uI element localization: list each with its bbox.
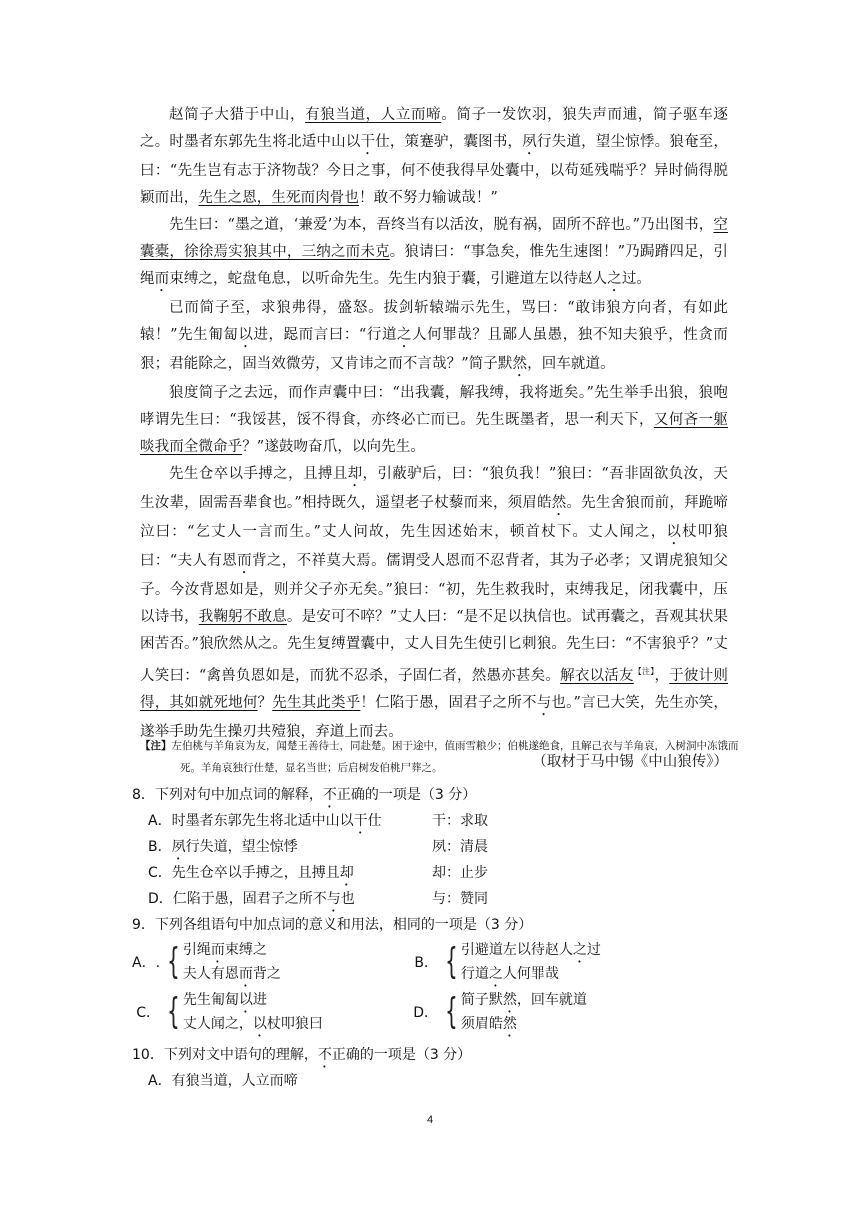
dotted-word: 干 bbox=[360, 134, 376, 150]
question-8 bbox=[132, 782, 752, 912]
passage-paragraph-2: 先生曰：“墨之道，‘兼爱’为本，吾终当有以活汝，脱有祸，固所不辞也。”乃出图书，空囊橐，徐徐焉实狼其中，三纳之而未克。狼请曰：“事急矣，惟先生速图！”乃跼蹐四足，引绳而束缚之，蛇盘龟息，以听命先生。先生内狼于囊，引避道左以待赵人之过。 bbox=[140, 217, 728, 287]
question-9 bbox=[132, 912, 752, 1038]
footnote-label: 【注】 bbox=[140, 740, 172, 752]
page-number: 4 bbox=[426, 1114, 434, 1126]
brace-icon: { bbox=[445, 941, 458, 982]
underlined-sentence: 又何吝一躯啖我而全微命乎 bbox=[140, 412, 728, 455]
question-9-option-b[interactable]: B． { 引避道左以待赵人之过 行道之人何罪哉 bbox=[414, 941, 601, 982]
passage-paragraph-4: 狼度简子之去远，而作声囊中曰：“出我囊，解我缚，我将逝矣。”先生举手出狼，狼咆哮谓先生曰：“我馁甚，馁不得食，亦终必亡而已。先生既墨者，思一利天下，又何吝一躯啖我而全微命乎？”遂鼓吻奋爪，以向先生。 bbox=[140, 385, 728, 455]
dotted-word: 之 bbox=[607, 271, 622, 287]
underlined-sentence: 于彼计则得，其如就死地何 bbox=[140, 667, 728, 711]
question-8-option-b[interactable]: B．夙行失道，望尘惊悸 夙：清晨 bbox=[132, 834, 752, 860]
footnote bbox=[140, 735, 740, 779]
underlined-sentence: 空囊橐，徐徐焉实狼其中，三纳之而未克 bbox=[140, 217, 728, 260]
question-8-option-d[interactable]: D．仁陷于愚，固君子之所不与也 与：赞同 bbox=[132, 886, 752, 912]
brace-icon: { bbox=[445, 991, 458, 1032]
option-gloss: 却：止步 bbox=[432, 865, 488, 881]
dotted-word: 而 bbox=[237, 553, 252, 569]
classical-passage bbox=[140, 102, 728, 771]
brace-icon: { bbox=[167, 941, 180, 982]
underlined-sentence: 解衣以活友 bbox=[560, 667, 634, 684]
underlined-sentence: 先生之恩，生死而肉骨也 bbox=[198, 190, 360, 206]
passage-paragraph-5: 先生仓卒以手搏之，且搏且却，引蔽驴后，曰：“狼负我！”狼曰：“吾非固欲负汝，天生汝辈，固需吾辈食也。”相持既久，遥望老子杖藜而来，须眉皓然。先生舍狼而前，拜跪啼泣曰：“乞丈人一言而生。”丈人问故，先生因述始末，顿首杖下。丈人闻之，以杖叩狼曰：“夫人有恩而背之，不祥莫大焉。儒谓受人恩而不忍背者，其为子必孝；又谓虎狼知父子。今汝背恩如是，则并父子亦无矣。”狼曰：“初，先生救我时，束缚我足，闭我囊中，压以诗书，我鞠躬不敢息。是安可不啐？”丈人曰：“是不足以执信也。试再囊之，吾观其状果困苦否。”狼欣然从之。先生复缚置囊中，丈人目先生使引匕刺狼。先生曰：“不害狼乎？”丈人笑曰：“禽兽负恩如是，而犹不忍杀，子固仁者，然愚亦甚矣。解衣以活友$^{【注】}$，于彼计则得，其如就死地何？先生其此类乎！仁陷于愚，固君子之所不与也。”言已大笑，先生亦笑，遂举手助先生操刃共殪狼，弃道上而去。 bbox=[140, 466, 728, 740]
brace-icon: { bbox=[167, 991, 180, 1032]
underlined-sentence: 先生其此类乎 bbox=[272, 694, 361, 711]
option-gloss: 与：赞同 bbox=[432, 891, 488, 907]
dotted-word: 以 bbox=[238, 327, 254, 343]
passage-source: （取材于马中锡《中山狼传》） bbox=[532, 753, 728, 770]
option-gloss: 夙：清晨 bbox=[432, 839, 488, 855]
underlined-sentence: 有狼当道，人立而啼 bbox=[305, 107, 442, 123]
question-9-option-d[interactable]: D． { 简子默然，回车就道 须眉皓然 bbox=[413, 991, 587, 1032]
footnote-text: 左伯桃与羊角哀为友，闻楚王善待士，同赴楚。困于途中，值雨雪粮少；伯桃遂绝食，且解己衣与羊角哀，入树洞中冻饿而死。羊角哀独行仕楚，显名当世；后启树发伯桃尸葬之。 bbox=[171, 740, 739, 774]
question-10-option-a[interactable]: A．有狼当道，人立而啼 bbox=[148, 1073, 298, 1089]
dotted-word: 之 bbox=[397, 327, 413, 343]
question-8-option-a[interactable]: A．时墨者东郭先生将北适中山以干仕 干：求取 bbox=[132, 808, 752, 834]
footnote-marker: 【注】 bbox=[633, 667, 655, 676]
question-9-title: 9．下列各组语句中加点词的意义和用法，相同的一项是（3 分） bbox=[132, 917, 533, 933]
question-8-option-c[interactable]: C．先生仓卒以手搏之，且搏且却 却：止步 bbox=[132, 860, 752, 886]
question-8-title: 8．下列对句中加点词的解释，不正确的一项是（3 分） bbox=[132, 787, 477, 803]
underlined-sentence: 我鞠躬不敢息 bbox=[198, 609, 287, 625]
question-10 bbox=[132, 1042, 752, 1094]
passage-paragraph-3: 已而简子至，求狼弗得，盛怒。拔剑斩辕端示先生，骂曰：“敢讳狼方向者，有如此辕！”先生匍匐以进，跽而言曰：“行道之人何罪哉？且鄙人虽愚，独不知夫狼乎，性贪而狠；君能除之，固当效微劳，又肯讳之而不言哉？”简子默然，回车就道。 bbox=[140, 300, 728, 372]
question-9-option-c[interactable]: C． { 先生匍匐以进 丈人闻之，以杖叩狼曰 bbox=[136, 991, 323, 1032]
passage-paragraph-1: 赵简子大猎于中山，有狼当道，人立而啼。简子一发饮羽，狼失声而逋，简子驱车逐之。时墨者东郭先生将北适中山以干仕，策蹇驴，囊图书，夙行失道，望尘惊悸。狼奄至，曰：“先生岂有志于济物哉？今日之事，何不使我得早处囊中，以苟延残喘乎？异时倘得脱颖而出，先生之恩，生死而肉骨也！敢不努力输诚哉！” bbox=[140, 107, 729, 206]
question-10-title: 10．下列对文中语句的理解，不正确的一项是（3 分） bbox=[132, 1047, 472, 1063]
dotted-word: 而 bbox=[154, 271, 170, 287]
option-gloss: 干：求取 bbox=[432, 813, 488, 829]
dotted-word: 却 bbox=[347, 466, 363, 482]
dotted-word: 然 bbox=[512, 356, 528, 372]
dotted-word: 与 bbox=[536, 694, 552, 711]
dotted-word: 夙 bbox=[522, 134, 537, 150]
dotted-word: 以 bbox=[666, 524, 683, 540]
question-9-option-a[interactable]: A．. { 引绳而束缚之 夫人有恩而背之 bbox=[132, 941, 281, 982]
dotted-word: 然 bbox=[551, 495, 567, 511]
